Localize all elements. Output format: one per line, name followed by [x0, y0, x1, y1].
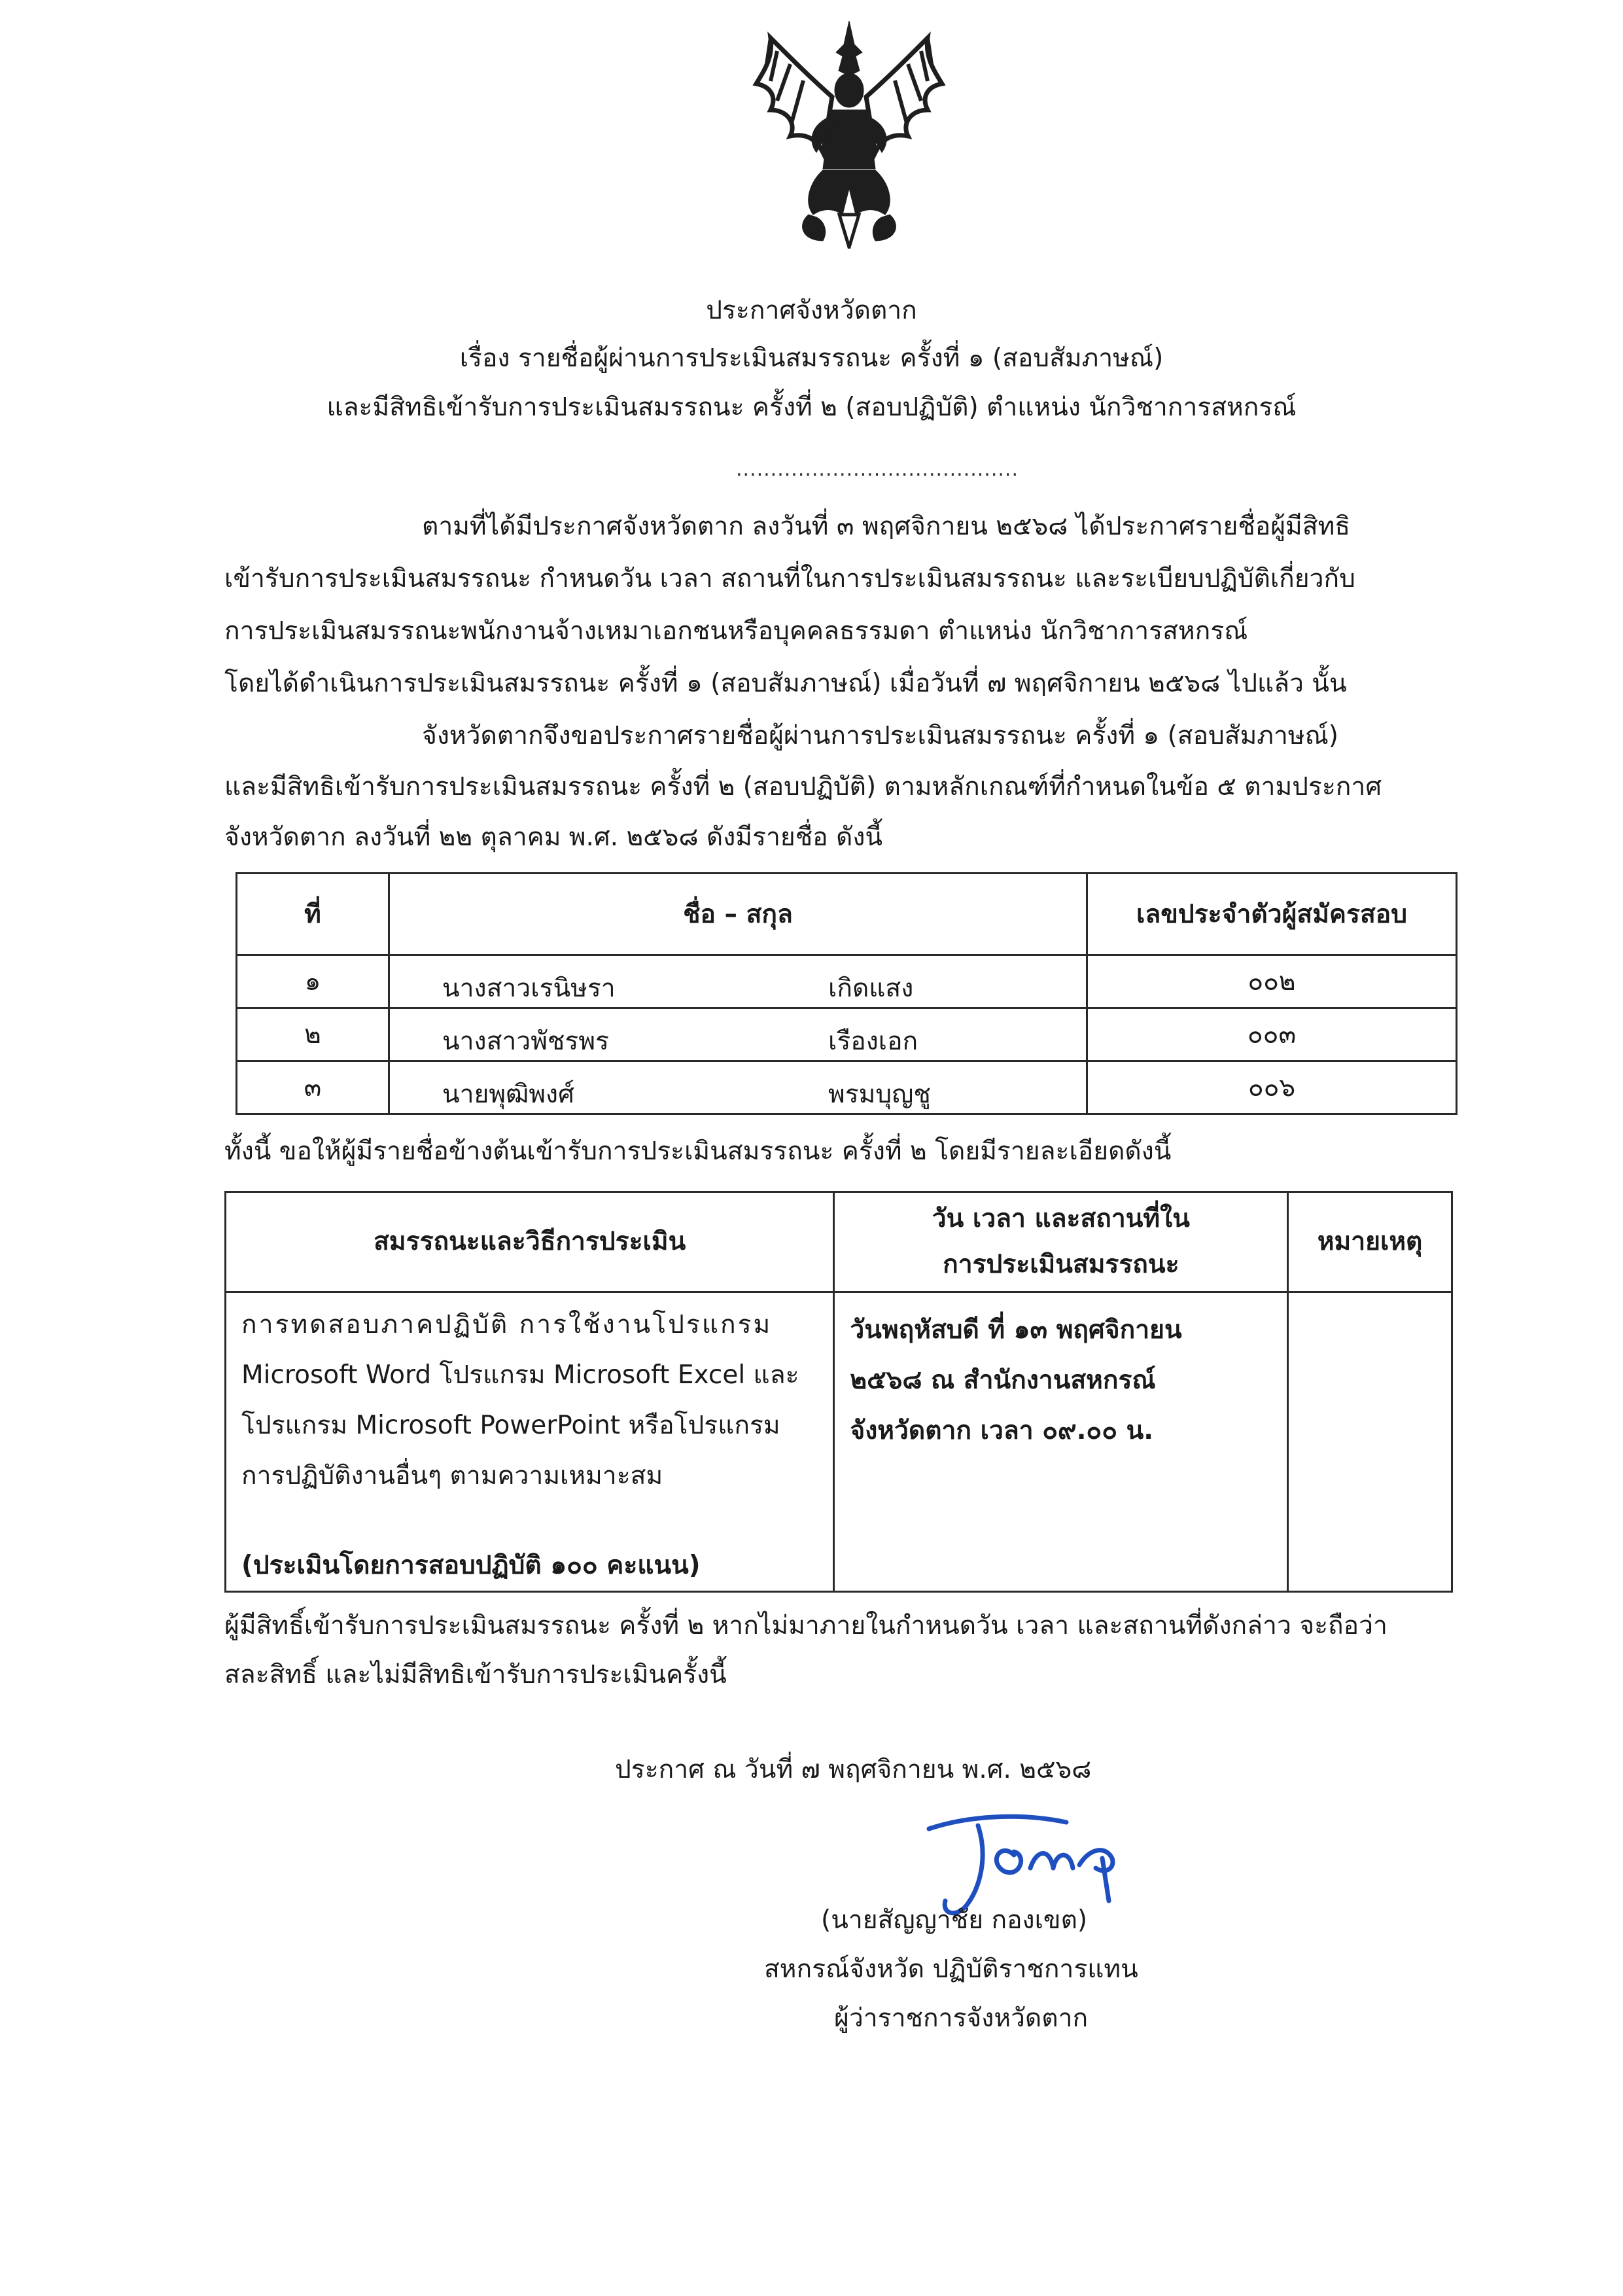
row-first-name: นายพุฒิพงศ์ — [442, 1080, 574, 1109]
when-line: วันพฤหัสบดี ที่ ๑๓ พฤศจิกายน — [850, 1315, 1182, 1345]
method-line: การทดสอบภาคปฏิบัติ การใช้งานโปรแกรม — [241, 1310, 773, 1339]
row-no: ๑ — [237, 955, 389, 1008]
subject-line-2: และมีสิทธิเข้ารับการประเมินสมรรถนะ ครั้งที่ ๒ (สอบปฏิบัติ) ตำแหน่ง นักวิชาการสหกรณ์ — [326, 393, 1297, 422]
row-first-name: นางสาวเรนิษรา — [442, 974, 616, 1003]
row-no: ๒ — [237, 1008, 389, 1061]
schedule-row — [226, 1292, 1452, 1592]
candidates-table — [236, 872, 1457, 1115]
row-last-name: เกิดแสง — [828, 974, 914, 1003]
row-last-name: พรมบุญชู — [828, 1080, 931, 1109]
signer-position-2: ผู้ว่าราชการจังหวัดตาก — [834, 2004, 1089, 2033]
table-row — [237, 1008, 1457, 1061]
row-last-name: เรืองเอก — [828, 1027, 918, 1056]
method-line: Microsoft Word โปรแกรม Microsoft Excel และ — [241, 1360, 799, 1390]
para1-line-1: ตามที่ได้มีประกาศจังหวัดตาก ลงวันที่ ๓ พฤศจิกายน ๒๕๖๘ ได้ประกาศรายชื่อผู้มีสิทธิ — [422, 512, 1351, 541]
para1-line-3: การประเมินสมรรถนะพนักงานจ้างเหมาเอกชนหรือบุคคลธรรมดา ตำแหน่ง นักวิชาการสหกรณ์ — [224, 616, 1248, 646]
schedule-header-row — [226, 1192, 1452, 1292]
para4-line-1: ผู้มีสิทธิ์เข้ารับการประเมินสมรรถนะ ครั้งที่ ๒ หากไม่มาภายในกำหนดวัน เวลา และสถานที่ดังกล่าว จะถือว่า — [224, 1611, 1387, 1640]
para1-line-2: เข้ารับการประเมินสมรรถนะ กำหนดวัน เวลา สถานที่ในการประเมินสมรรถนะ และระเบียบปฏิบัติเกี่ยวกับ — [224, 564, 1355, 593]
announcement-date: ประกาศ ณ วันที่ ๗ พฤศจิกายน พ.ศ. ๒๕๖๘ — [615, 1755, 1092, 1784]
header-name: ชื่อ – สกุล — [389, 874, 1087, 955]
header-when — [834, 1192, 1288, 1292]
method-score: (ประเมินโดยการสอบปฏิบัติ ๑๐๐ คะแนน) — [241, 1551, 701, 1580]
para3: ทั้งนี้ ขอให้ผู้มีรายชื่อข้างต้นเข้ารับการประเมินสมรรถนะ ครั้งที่ ๒ โดยมีรายละเอียดดังนี้ — [224, 1137, 1172, 1166]
garuda-emblem — [751, 18, 947, 249]
row-candidate-id: ๐๐๖ — [1087, 1061, 1457, 1114]
table-row — [237, 1061, 1457, 1114]
schedule-table — [224, 1191, 1453, 1593]
separator-dots: ......................................... — [736, 458, 1019, 481]
row-candidate-id: ๐๐๓ — [1087, 1008, 1457, 1061]
header-id: เลขประจำตัวผู้สมัครสอบ — [1087, 874, 1457, 955]
signer-position-1: สหกรณ์จังหวัด ปฏิบัติราชการแทน — [764, 1954, 1138, 1984]
para2-line-1: จังหวัดตากจึงขอประกาศรายชื่อผู้ผ่านการประเมินสมรรถนะ ครั้งที่ ๑ (สอบสัมภาษณ์) — [422, 721, 1339, 751]
row-candidate-id: ๐๐๒ — [1087, 955, 1457, 1008]
announcement-title: ประกาศจังหวัดตาก — [706, 296, 917, 325]
method-line: การปฏิบัติงานอื่นๆ ตามความเหมาะสม — [241, 1461, 663, 1491]
signer-name: (นายสัญญาชัย กองเขต) — [821, 1905, 1088, 1935]
method-cell — [226, 1292, 834, 1592]
header-no: ที่ — [237, 874, 389, 955]
header-when-line-1: วัน เวลา และสถานที่ใน — [932, 1203, 1190, 1233]
note-cell — [1288, 1292, 1452, 1592]
row-no: ๓ — [237, 1061, 389, 1114]
para1-line-4: โดยได้ดำเนินการประเมินสมรรถนะ ครั้งที่ ๑ (สอบสัมภาษณ์) เมื่อวันที่ ๗ พฤศจิกายน ๒๕๖๘ ไปแล้ว นั้น — [224, 669, 1347, 698]
header-method: สมรรถนะและวิธีการประเมิน — [226, 1192, 834, 1292]
when-line: จังหวัดตาก เวลา ๐๙.๐๐ น. — [850, 1416, 1154, 1445]
para2-line-3: จังหวัดตาก ลงวันที่ ๒๒ ตุลาคม พ.ศ. ๒๕๖๘ ดังมีรายชื่อ ดังนี้ — [224, 822, 883, 852]
when-cell — [834, 1292, 1288, 1592]
para4-line-2: สละสิทธิ์ และไม่มีสิทธิเข้ารับการประเมินครั้งนี้ — [224, 1660, 727, 1689]
subject-line-1: เรื่อง รายชื่อผู้ผ่านการประเมินสมรรถนะ ครั้งที่ ๑ (สอบสัมภาษณ์) — [459, 344, 1164, 373]
table-row — [237, 955, 1457, 1008]
row-first-name: นางสาวพัชรพร — [442, 1027, 609, 1056]
candidates-header-row — [237, 874, 1457, 955]
when-line: ๒๕๖๘ ณ สำนักงานสหกรณ์ — [850, 1366, 1156, 1395]
header-when-line-2: การประเมินสมรรถนะ — [943, 1250, 1179, 1279]
header-note: หมายเหตุ — [1288, 1192, 1452, 1292]
para2-line-2: และมีสิทธิเข้ารับการประเมินสมรรถนะ ครั้งที่ ๒ (สอบปฏิบัติ) ตามหลักเกณฑ์ที่กำหนดในข้อ ๕ ตามประกาศ — [224, 772, 1382, 802]
method-line: โปรแกรม Microsoft PowerPoint หรือโปรแกรม — [241, 1411, 780, 1440]
